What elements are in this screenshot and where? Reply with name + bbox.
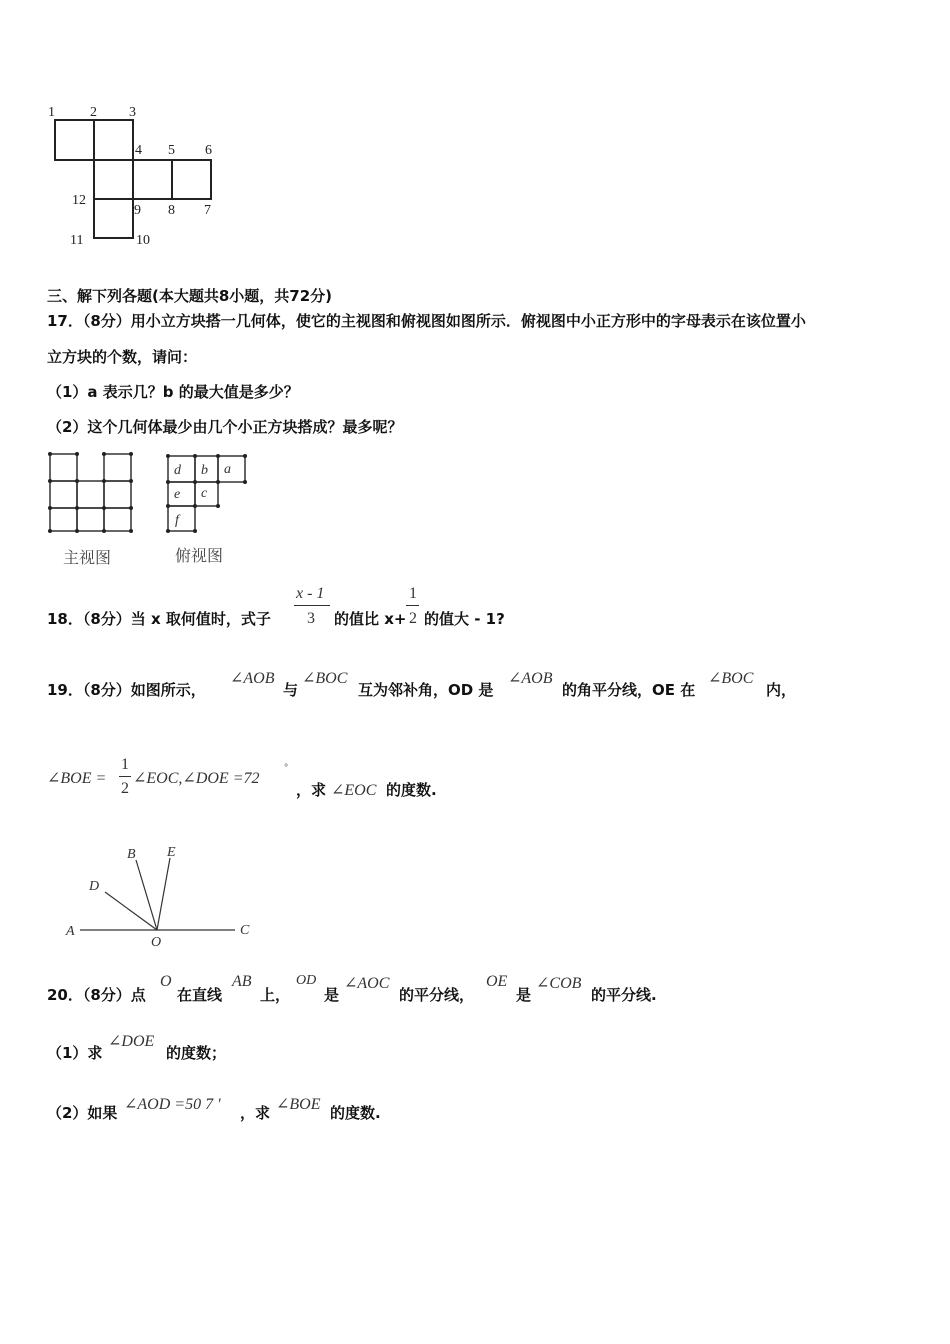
q19-eq-frac-num: 1	[121, 756, 129, 773]
q20-text-bis2: 的平分线.	[591, 986, 657, 1004]
fig-label-e: E	[167, 845, 176, 860]
q20-point-o: O	[160, 973, 172, 990]
q19-eq-frac-den: 2	[121, 780, 129, 797]
q18-frac1-bar	[294, 605, 330, 606]
q17-part2: （2）这个几何体最少由几个小正方块搭成？最多呢？	[47, 418, 403, 436]
q20-part1-prefix: （1）求	[47, 1044, 103, 1062]
front-view-figure	[46, 450, 136, 535]
net-label-9: 9	[134, 203, 141, 218]
q18-frac2-num: 1	[409, 585, 417, 602]
q17-line2: 立方块的个数，请问：	[47, 348, 198, 366]
q20-angle-cob: ∠COB	[536, 975, 582, 992]
net-label-2: 2	[90, 105, 97, 120]
q18-suffix: 的值大 - 1?	[424, 610, 505, 628]
fig-label-d: D	[89, 879, 100, 894]
top-view-a: a	[224, 462, 231, 477]
q20-line-ab: AB	[232, 973, 252, 990]
q18-frac2-bar	[406, 605, 419, 606]
q20-part2-prefix: （2）如果	[47, 1104, 118, 1122]
q19-eq-frac-bar	[119, 776, 131, 777]
ray-oe	[157, 858, 170, 930]
q19-text-inside: 内，	[766, 681, 797, 699]
ray-od	[105, 892, 157, 930]
q19-angle-aob2: ∠AOB	[508, 670, 553, 687]
net-label-12: 12	[72, 193, 86, 208]
q20-text-on-line: 在直线	[177, 986, 223, 1004]
net-label-11: 11	[70, 233, 84, 248]
q20-part1-angle: ∠DOE	[108, 1033, 155, 1050]
top-view-b: b	[201, 463, 208, 478]
q19-ask-prefix: ，求	[296, 781, 327, 799]
q17-line1: 17．（8分）用小立方块搭一几何体，使它的主视图和俯视图如图所示．俯视图中小正方形中的字母表示在该位置小	[47, 312, 806, 330]
top-view-f: f	[175, 513, 179, 528]
net-label-5: 5	[168, 143, 175, 158]
q20-prefix: 20．（8分）点	[47, 986, 146, 1004]
q18-frac2-den: 2	[409, 610, 417, 627]
section-title: 三、解下列各题(本大题共8小题，共72分)	[47, 287, 333, 305]
net-label-4: 4	[135, 143, 142, 158]
q19-text-supp: 互为邻补角，OD 是	[358, 681, 494, 699]
q19-and: 与	[283, 681, 299, 699]
q19-angle-boc2: ∠BOC	[708, 670, 754, 687]
top-view-figure	[164, 452, 254, 534]
fig-label-b: B	[127, 847, 136, 862]
q19-prefix: 19．（8分）如图所示，	[47, 681, 206, 699]
top-view-d: d	[174, 463, 181, 478]
q19-ask-angle: ∠EOC	[331, 782, 377, 799]
q20-part2-angle: ∠BOE	[276, 1096, 321, 1113]
q18-frac1-den: 3	[307, 610, 315, 627]
q19-eq-deg: °	[284, 762, 288, 772]
q20-angle-aoc: ∠AOC	[344, 975, 390, 992]
q20-text-is: 是	[324, 986, 340, 1004]
q18-frac1-num: x - 1	[296, 585, 325, 602]
net-label-7: 7	[204, 203, 211, 218]
q20-part1-suffix: 的度数；	[166, 1044, 227, 1062]
q18-mid: 的值比 x+	[334, 610, 407, 628]
net-label-1: 1	[48, 105, 55, 120]
net-label-6: 6	[205, 143, 212, 158]
q20-part2-mid: ，求	[240, 1104, 271, 1122]
top-view-e: e	[174, 487, 181, 502]
fig-label-c: C	[240, 923, 250, 938]
q18-prefix: 18．（8分）当 x 取何值时，式子	[47, 610, 271, 628]
top-view-caption: 俯视图	[175, 546, 224, 565]
q20-text-comma: 上，	[260, 986, 291, 1004]
net-label-3: 3	[129, 105, 136, 120]
front-view-caption: 主视图	[63, 548, 112, 567]
q19-angle-figure	[60, 838, 270, 953]
q19-eq-right: ∠EOC,∠DOE =72	[133, 770, 260, 787]
fig-label-a: A	[66, 924, 75, 939]
q20-part2-eq: ∠AOD =50 7 ′	[124, 1096, 221, 1113]
cube-net-figure	[40, 100, 230, 250]
net-label-10: 10	[136, 233, 150, 248]
q19-eq-left: ∠BOE =	[47, 770, 107, 787]
net-label-8: 8	[168, 203, 175, 218]
q19-ask-suffix: 的度数.	[386, 781, 437, 799]
q20-od: OD	[296, 973, 317, 988]
top-view-c: c	[201, 486, 208, 501]
ray-ob	[136, 860, 157, 930]
q20-text-bis1: 的平分线，	[399, 986, 475, 1004]
q20-oe: OE	[486, 973, 508, 990]
q20-part2-suffix: 的度数.	[330, 1104, 381, 1122]
q17-part1: （1）a 表示几？b 的最大值是多少？	[47, 383, 299, 401]
q19-angle-aob: ∠AOB	[230, 670, 275, 687]
fig-label-o: O	[151, 935, 162, 950]
q19-text-bisector: 的角平分线，OE 在	[562, 681, 696, 699]
q19-angle-boc: ∠BOC	[302, 670, 348, 687]
q20-text-is2: 是	[516, 986, 532, 1004]
